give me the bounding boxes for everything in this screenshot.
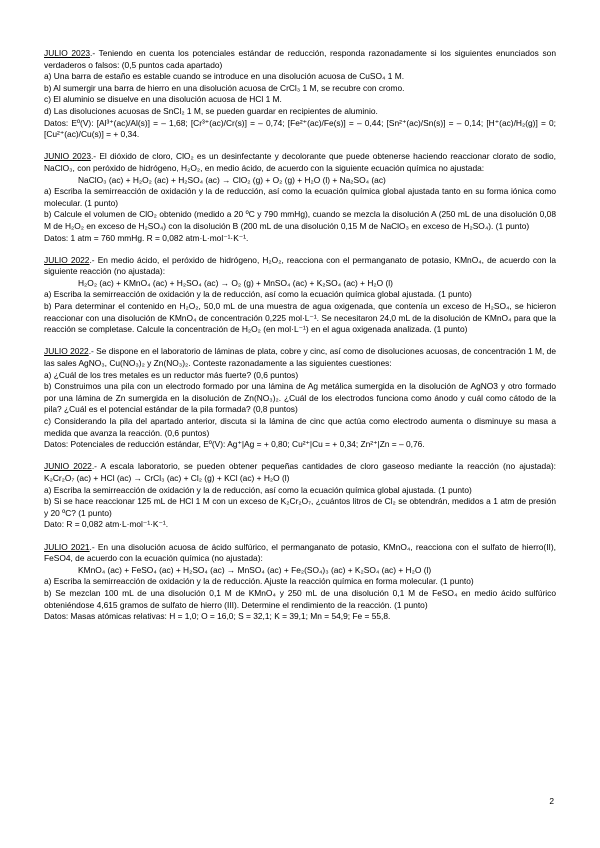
problem-3 <box>44 255 556 336</box>
problem-data: Dato: R = 0,082 atm·L·mol⁻¹·K⁻¹. <box>44 519 169 530</box>
problem-intro: .- A escala laboratorio, se pueden obtener pequeñas cantidades de cloro gaseoso mediante la reacción (no ajustada): K₂Cr₂O₇ (ac) + HCl (ac) → CrCl₃ (ac) + Cl₂ (g) + KCl (ac) + H₂O (l) <box>44 461 556 483</box>
problem-date: JULIO 2022 <box>44 346 89 357</box>
problem-line: c) Considerando la pila del apartado anterior, discuta si la lámina de cinc que actúa como electrodo aumenta o disminuye su masa a medida que avanza la reacción. (0,6 puntos) <box>44 416 556 438</box>
problem-2 <box>44 151 556 244</box>
problem-4 <box>44 346 556 450</box>
problem-data: Datos: 1 atm = 760 mmHg. R = 0,082 atm·L·mol⁻¹·K⁻¹. <box>44 232 249 243</box>
problem-date: JULIO 2021 <box>44 541 90 552</box>
problem-line: a) Una barra de estaño es estable cuando se introduce en una disolución acuosa de CuSO₄ 1 M. <box>44 71 405 82</box>
problem-statement <box>44 346 556 369</box>
problem-5 <box>44 461 556 531</box>
problem-data: Datos: Masas atómicas relativas: H = 1,0; O = 16,0; S = 32,1; K = 39,1; Mn = 54,9; Fe = 55,8. <box>44 611 391 622</box>
problem-line: a) Escriba la semirreacción de oxidación y la de reducción, así como la ecuación química global ajustada tanto en su forma iónica como molecular. (1 punto) <box>44 186 556 208</box>
chemical-equation: H₂O₂ (ac) + KMnO₄ (ac) + H₂SO₄ (ac) → O₂ (g) + MnSO₄ (ac) + K₂SO₄ (ac) + H₂O (l) <box>78 277 393 288</box>
problem-line: a) Escriba la semirreacción de oxidación y la de reducción, así como la ecuación química global ajustada. (1 punto) <box>44 289 472 300</box>
problem-line: b) Para determinar el contenido en H₂O₂, 50,0 mL de una muestra de agua oxigenada, que contenía un exceso de H₂SO₄, se hicieron reaccionar con una disolución de KMnO₄ de concentración 0,225 mol·L⁻¹. Se necesitaron 24,0 mL de la disolución de KMnO₄ para que la reacción se completase. Calcule la concentración de H₂O₂ (en mol·L⁻¹) en el agua oxigenada analizada. (1 punto) <box>44 301 556 335</box>
problem-statement <box>44 151 556 174</box>
problem-line: a) Escriba la semirreacción de oxidación y la de reducción, así como la ecuación química global ajustada. (1 punto) <box>44 484 472 495</box>
problem-statement <box>44 542 556 565</box>
document-page <box>44 48 556 633</box>
problem-data: Datos: Eº(V): [Al³⁺(ac)/Al(s)] = – 1,68; [Cr³⁺(ac)/Cr(s)] = – 0,74; [Fe²⁺(ac)/Fe(s)] = – 0,44; [Sn²⁺(ac)/Sn(s)] = – 0,14; [H⁺(ac)/H₂(g)] = 0; [Cu²⁺(ac)/Cu(s)] = + 0,34. <box>44 117 556 140</box>
problem-statement <box>44 48 556 71</box>
problem-statement <box>44 461 556 484</box>
problem-line: b) Si se hace reaccionar 125 mL de HCl 1 M con un exceso de K₂Cr₂O₇, ¿cuántos litros de Cl₂ se obtendrán, medidos a 1 atm de presión y 20 ºC? (1 punto) <box>44 496 556 518</box>
problem-line: b) Se mezclan 100 mL de una disolución 0,1 M de KMnO₄ y 250 mL de una disolución 0,1 M de FeSO₄ en medio ácido sulfúrico obteniéndose 4,615 gramos de sulfato de hierro (III). Determine el rendimiento de la reacción. (1 punto) <box>44 587 556 610</box>
chemical-equation: KMnO₄ (ac) + FeSO₄ (ac) + H₂SO₄ (ac) → MnSO₄ (ac) + Fe₂(SO₄)₃ (ac) + K₂SO₄ (ac) + H₂O (l) <box>78 564 432 575</box>
problem-intro: .- Teniendo en cuenta los potenciales estándar de reducción, responda razonadamente si los siguientes enunciados son verdaderos o falsos: (0,5 puntos cada apartado) <box>44 48 556 70</box>
problem-line: b) Calcule el volumen de ClO₂ obtenido (medido a 20 ºC y 790 mmHg), cuando se mezcla la disolución A (250 mL de una disolución 0,08 M de H₂O₂ en exceso de H₂SO₄) con la disolución B (200 mL de una disolución 0,15 M de NaClO₃ en exceso de H₂SO₄). (1 punto) <box>44 209 556 231</box>
problem-data: Datos: Potenciales de reducción estándar, Eº(V): Ag⁺|Ag = + 0,80; Cu²⁺|Cu = + 0,34; Zn²⁺|Zn = – 0,76. <box>44 439 425 450</box>
chemical-equation: NaClO₃ (ac) + H₂O₂ (ac) + H₂SO₄ (ac) → ClO₂ (g) + O₂ (g) + H₂O (l) + Na₂SO₄ (ac) <box>78 174 386 185</box>
problem-line: a) ¿Cuál de los tres metales es un reductor más fuerte? (0,6 puntos) <box>44 369 299 380</box>
problem-1 <box>44 48 556 141</box>
problem-intro: .- El dióxido de cloro, ClO₂ es un desinfectante y decolorante que puede obtenerse haciendo reaccionar clorato de sodio, NaClO₃, con peróxido de hidrógeno, H₂O₂, en medio ácido, de acuerdo con la siguiente ecuación química no ajustada: <box>44 151 556 173</box>
problem-intro: .- En una disolución acuosa de ácido sulfúrico, el permanganato de potasio, KMnO₄, reacciona con el sulfato de hierro(II), FeSO4, de acuerdo con la ecuación química (no ajustada): <box>44 541 556 564</box>
problem-intro: .- En medio ácido, el peróxido de hidrógeno, H₂O₂, reacciona con el permanganato de potasio, KMnO₄, de acuerdo con la siguiente reacción (no ajustada): <box>44 254 556 277</box>
problem-6 <box>44 542 556 623</box>
problem-line: b) Al sumergir una barra de hierro en una disolución acuosa de CrCl₃ 1 M, se recubre con cromo. <box>44 82 405 93</box>
problem-line: b) Construimos una pila con un electrodo formado por una lámina de Ag metálica sumergida en la disolución de AgNO3 y otro formado por una lámina de Zn sumergida en la disolución de Zn(NO₃)₂. ¿Cuál de los electrodos funciona como ánodo y cuál como cátodo de la pila? ¿Cuál es el potencial estándar de la pila formada? (0,8 puntos) <box>44 381 556 415</box>
problem-line: d) Las disoluciones acuosas de SnCl₂ 1 M, se pueden guardar en recipientes de aluminio. <box>44 105 378 116</box>
problem-intro: .- Se dispone en el laboratorio de láminas de plata, cobre y cinc, así como de disoluciones acuosas, de concentración 1 M, de las sales AgNO₃, Cu(NO₃)₂ y Zn(NO₃)₂. Conteste razonadamente a las siguientes cuestiones: <box>44 346 556 369</box>
problem-line: c) El aluminio se disuelve en una disolución acuosa de HCl 1 M. <box>44 94 282 105</box>
problem-date: JUNIO 2022 <box>44 461 92 472</box>
page-number: 2 <box>549 796 554 806</box>
problem-statement <box>44 255 556 278</box>
problem-date: JUNIO 2023 <box>44 151 91 162</box>
problem-line: a) Escriba la semirreacción de oxidación y la de reducción. Ajuste la reacción química en forma molecular. (1 punto) <box>44 576 474 587</box>
problem-date: JULIO 2022 <box>44 254 90 265</box>
problem-date: JULIO 2023 <box>44 48 91 58</box>
